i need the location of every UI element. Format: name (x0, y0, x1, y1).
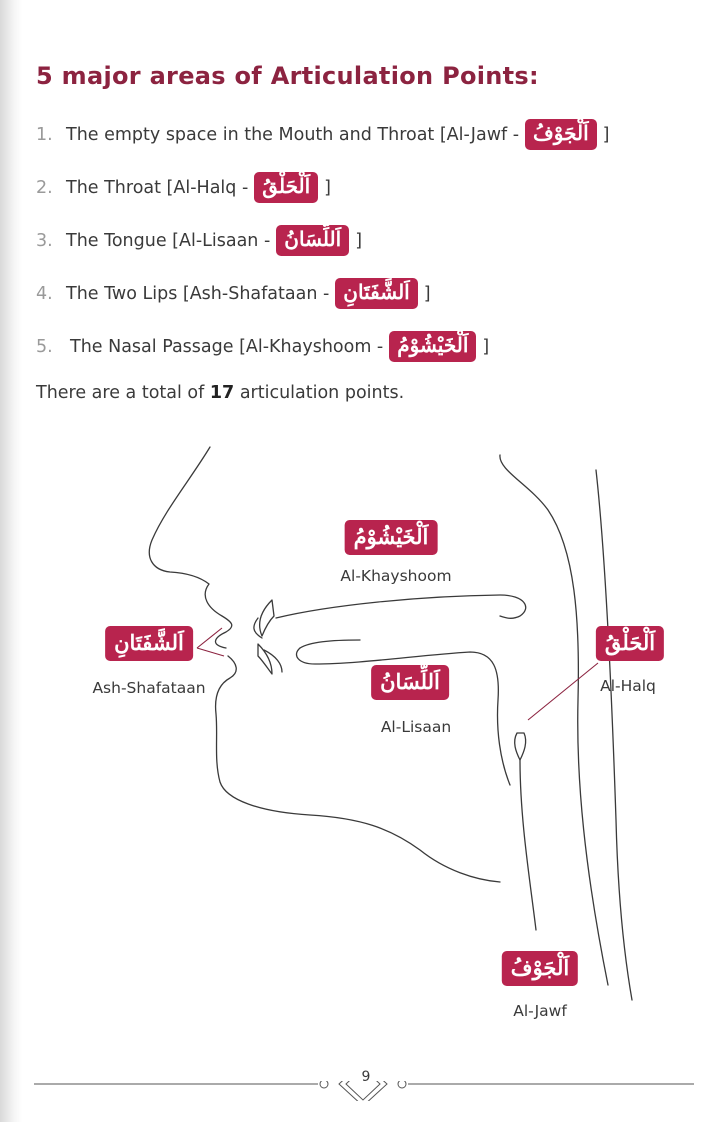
halq-badge: اَلْحَلْقُ (596, 626, 664, 661)
arabic-term-badge: اَللِّسَانُ (276, 225, 349, 256)
item-close-bracket: ] (602, 124, 610, 145)
list-item (36, 320, 610, 373)
face-profile-upper (149, 447, 231, 648)
item-number: 3. (36, 230, 53, 251)
arabic-term-badge: اَلْجَوْفُ (525, 119, 597, 150)
shafataan-leader (197, 628, 224, 656)
upper-tooth-2 (254, 618, 262, 638)
item-text: The Throat [Al-Halq - (66, 177, 249, 198)
total-points-note (36, 383, 404, 403)
item-text: The Two Lips [Ash-Shafataan - (66, 283, 330, 304)
shafataan-badge: اَلشَّفَتَانِ (105, 626, 193, 661)
item-text: The Nasal Passage [Al-Khayshoom - (70, 336, 384, 357)
arabic-term-badge: اَلْخَيْشُوْمُ (389, 331, 476, 362)
arabic-term-badge: اَلْحَلْقُ (254, 172, 318, 203)
articulation-areas-list (36, 108, 610, 373)
item-number: 2. (36, 177, 53, 198)
list-item (36, 214, 610, 267)
total-count: 17 (209, 383, 235, 403)
arabic-term-badge: اَلشَّفَتَانِ (335, 278, 417, 309)
page-number: 9 (361, 1069, 371, 1085)
item-close-bracket: ] (423, 283, 431, 304)
item-number: 5. (36, 336, 53, 357)
lower-tooth (258, 644, 272, 674)
section-heading: 5 major areas of Articulation Points: (36, 62, 539, 90)
epiglottis (515, 733, 526, 760)
throat-front (520, 760, 536, 930)
neck-back (596, 470, 632, 1000)
jawf-badge: اَلْجَوْفُ (502, 951, 578, 986)
face-profile-lower (216, 656, 500, 882)
list-item (36, 267, 610, 320)
total-suffix: articulation points. (239, 383, 405, 403)
list-item (36, 108, 610, 161)
item-close-bracket: ] (355, 230, 363, 251)
item-text: The empty space in the Mouth and Throat [Al-Jawf - (66, 124, 520, 145)
item-close-bracket: ] (324, 177, 331, 198)
item-number: 1. (36, 124, 53, 145)
item-close-bracket: ] (482, 336, 490, 357)
jawf-label: Al-Jawf (513, 1002, 567, 1020)
total-prefix: There are a total of (36, 383, 205, 403)
pharynx-wall (500, 455, 608, 985)
halq-label: Al-Halq (600, 677, 656, 695)
khayshoom-label: Al-Khayshoom (340, 567, 452, 585)
lower-tooth-2 (264, 650, 282, 672)
list-item (36, 161, 610, 214)
upper-tooth (260, 600, 274, 636)
shafataan-label: Ash-Shafataan (92, 679, 206, 697)
halq-leader (528, 663, 598, 720)
lisaan-label: Al-Lisaan (380, 718, 452, 736)
item-number: 4. (36, 283, 53, 304)
khayshoom-badge: اَلْخَيْشُوْمُ (345, 520, 438, 555)
item-text: The Tongue [Al-Lisaan - (66, 230, 271, 251)
palate (276, 595, 526, 618)
lisaan-badge: اَللِّسَانُ (371, 665, 449, 700)
tongue-tip (300, 640, 360, 648)
